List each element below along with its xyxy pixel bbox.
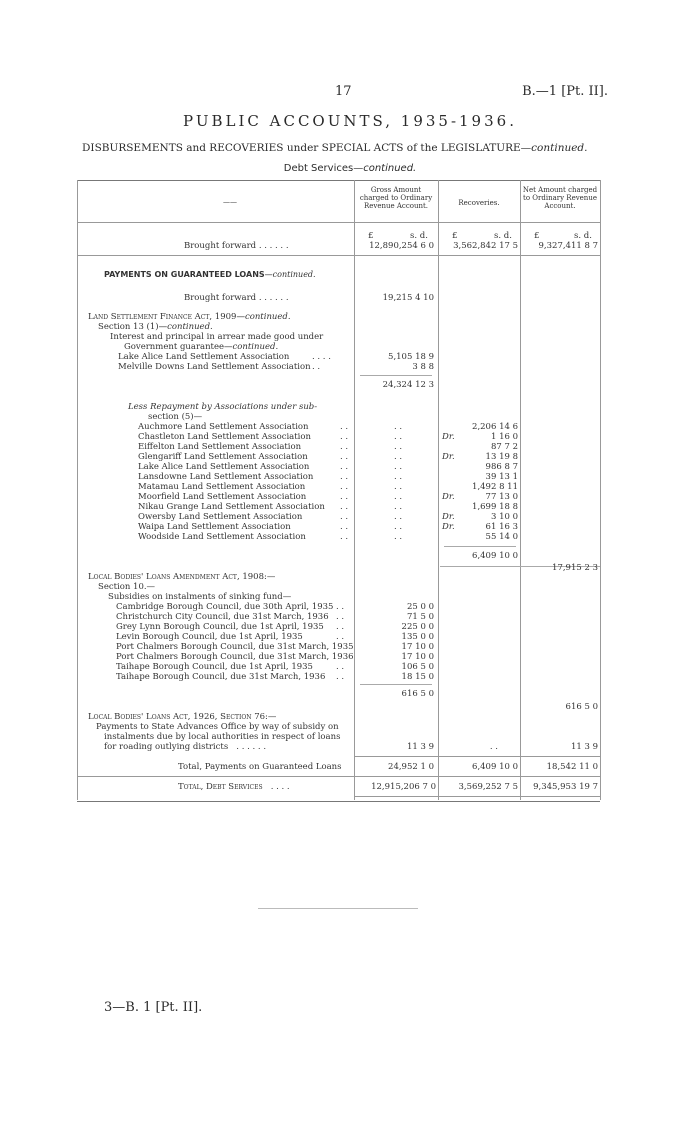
leader-dots: . . xyxy=(340,472,349,482)
total-debt-text: Total, Debt Services xyxy=(178,782,263,792)
repayment-item-name: Woodside Land Settlement Association xyxy=(138,532,306,542)
leader-dots: . . xyxy=(340,452,349,462)
repayment-item-amount: 55 14 0 xyxy=(485,532,518,542)
section-title xyxy=(0,163,700,174)
column-header-gross: Gross Amount charged to Ordinary Revenue Account. xyxy=(359,186,433,210)
local-1926-recoveries: . . xyxy=(489,742,498,752)
leader-dots: . . . . xyxy=(312,352,331,362)
repayment-item-name: Lake Alice Land Settlement Association xyxy=(138,462,310,472)
local-item-name: Port Chalmers Borough Council, due 31st March, 1935 xyxy=(116,642,354,652)
local-1926-line-2: instalments due by local authorities in respect of loans xyxy=(104,732,341,742)
debt-total-rule xyxy=(77,776,600,777)
local-item-name: Taihape Borough Council, due 31st March, 1936 xyxy=(116,672,326,682)
repayment-item-amount: 1,699 18 8 xyxy=(472,502,518,512)
repayment-item-amount: 39 13 1 xyxy=(485,472,518,482)
repayment-item-amount: 1,492 8 11 xyxy=(472,482,518,492)
totals-rule xyxy=(354,756,600,757)
brought-forward-gross: 12,890,254 6 0 xyxy=(369,241,434,251)
page-subtitle xyxy=(82,142,588,154)
guaranteed-loans-heading xyxy=(104,270,316,280)
debit-marker: Dr. xyxy=(442,452,455,462)
repayment-item-amount: 87 7 2 xyxy=(490,442,518,452)
page-title: PUBLIC ACCOUNTS, 1935-1936. xyxy=(183,112,517,130)
unit-pound-net: £ xyxy=(534,231,540,241)
leader-dots: . . xyxy=(336,602,345,612)
end-rule xyxy=(258,908,418,909)
total-guaranteed-net: 18,542 11 0 xyxy=(546,762,598,772)
guaranteed-item-gross: 3 8 8 xyxy=(412,362,434,372)
section-10-label: Section 10.— xyxy=(98,582,156,592)
gross-placeholder-dots: . . xyxy=(394,482,403,492)
table-border-right xyxy=(600,180,601,800)
total-guaranteed-label: Total, Payments on Guaranteed Loans xyxy=(178,762,342,772)
local-item-name: Christchurch City Council, due 31st March, 1936 xyxy=(116,612,329,622)
gross-placeholder-dots: . . xyxy=(394,512,403,522)
repayment-item-name: Matamau Land Settlement Association xyxy=(138,482,306,492)
gross-placeholder-dots: . . xyxy=(394,472,403,482)
page-number: 17 xyxy=(335,84,352,99)
debit-marker: Dr. xyxy=(442,512,455,522)
leader-dots: . . xyxy=(340,532,349,542)
leader-dots: . . . . xyxy=(270,782,290,792)
unit-sd-recoveries: s. d. xyxy=(494,231,512,241)
repayment-item-name: Moorfield Land Settlement Association xyxy=(138,492,307,502)
guaranteed-item-gross: 5,105 18 9 xyxy=(388,352,434,362)
subtotal-rule xyxy=(360,375,432,376)
land-net-amount: 17,915 2 3 xyxy=(552,563,598,573)
interest-line-2 xyxy=(124,342,278,352)
leader-dots: . . xyxy=(312,362,321,372)
repayment-item-amount: 77 13 0 xyxy=(485,492,518,502)
local-1926-line-3 xyxy=(104,742,266,752)
leader-dots: . . xyxy=(340,482,349,492)
leader-dots: . . . . . . xyxy=(236,742,267,752)
column-header-net: Net Amount charged to Ordinary Revenue Account. xyxy=(522,186,598,210)
leader-dots: . . xyxy=(340,442,349,452)
local-1926-line-1: Payments to State Advances Office by way of subsidy on xyxy=(96,722,339,732)
total-guaranteed-recoveries: 6,409 10 0 xyxy=(472,762,518,772)
repayment-item-amount: 61 16 3 xyxy=(485,522,518,532)
land-subtotal-gross: 24,324 12 3 xyxy=(382,380,434,390)
repayment-item-name: Lansdowne Land Settlement Association xyxy=(138,472,314,482)
interest-continued: —continued. xyxy=(224,342,279,352)
repayment-item-amount: 986 8 7 xyxy=(485,462,518,472)
document-reference: B.—1 [Pt. II]. xyxy=(522,84,608,99)
repayment-item-name: Auchmore Land Settlement Association xyxy=(138,422,309,432)
gross-placeholder-dots: . . xyxy=(394,502,403,512)
gross-placeholder-dots: . . xyxy=(394,492,403,502)
repayment-item-name: Nikau Grange Land Settlement Association xyxy=(138,502,325,512)
total-debt-net: 9,345,953 19 7 xyxy=(533,782,598,792)
leader-dots: . . . . . . xyxy=(258,241,289,251)
column-header-recoveries: Recoveries. xyxy=(458,199,500,207)
leader-dots: . . . . . . xyxy=(258,293,289,303)
local-item-gross: 225 0 0 xyxy=(401,622,434,632)
unit-sd-gross: s. d. xyxy=(410,231,428,241)
local-item-gross: 135 0 0 xyxy=(401,632,434,642)
subtitle-continued: —continued. xyxy=(520,142,588,154)
local-1926-line-3-text: for roading outlying districts xyxy=(104,742,229,752)
local-1908-suffix: :— xyxy=(263,572,276,582)
land-act-text: Land Settlement Finance Act, 1909 xyxy=(88,312,237,322)
page-signature: 3—B. 1 [Pt. II]. xyxy=(104,1000,203,1015)
brought-forward-net: 9,327,411 8 7 xyxy=(538,241,598,251)
subsidies-label: Subsidies on instalments of sinking fund— xyxy=(108,592,292,602)
local-bodies-1926-act xyxy=(88,712,276,722)
leader-dots: . . xyxy=(340,492,349,502)
section-title-text: Debt Services xyxy=(283,163,354,174)
leader-dots: . . xyxy=(336,662,345,672)
section-title-continued: —continued. xyxy=(353,163,417,174)
leader-dots: . . xyxy=(336,672,345,682)
total-debt-gross: 12,915,206 7 0 xyxy=(371,782,436,792)
local-1926-net: 11 3 9 xyxy=(570,742,598,752)
brought-forward-rule xyxy=(77,255,600,256)
land-settlement-act xyxy=(88,312,291,322)
column-header-description: —— xyxy=(223,198,237,206)
section-13-continued: —continued. xyxy=(158,322,213,332)
local-item-name: Taihape Borough Council, due 1st April, 1935 xyxy=(116,662,313,672)
interest-line-1: Interest and principal in arrear made good under xyxy=(110,332,324,342)
repayment-total: 6,409 10 0 xyxy=(472,551,518,561)
table-border-left xyxy=(77,180,78,800)
section-13-label xyxy=(98,322,213,332)
repayment-item-name: Chastleton Land Settlement Association xyxy=(138,432,311,442)
brought-forward-label xyxy=(184,241,289,251)
debit-marker: Dr. xyxy=(442,432,455,442)
total-guaranteed-gross: 24,952 1 0 xyxy=(388,762,434,772)
brought-forward-recoveries: 3,562,842 17 5 xyxy=(453,241,518,251)
interest-line-2-text: Government guarantee xyxy=(124,342,225,352)
unit-pound-recoveries: £ xyxy=(452,231,458,241)
total-debt-services-label xyxy=(178,782,290,792)
leader-dots: . . xyxy=(340,422,349,432)
local-item-name: Cambridge Borough Council, due 30th April, 1935 xyxy=(116,602,334,612)
local-bodies-1908-act xyxy=(88,572,275,582)
gross-placeholder-dots: . . xyxy=(394,532,403,542)
guaranteed-heading-continued: —continued. xyxy=(264,270,316,279)
less-repayment-line-2: section (5)— xyxy=(148,412,203,422)
repayment-item-name: Owersby Land Settlement Association xyxy=(138,512,303,522)
column-divider-gross xyxy=(354,180,355,800)
land-act-continued: —continued. xyxy=(236,312,291,322)
local-item-gross: 17 10 0 xyxy=(401,652,434,662)
guaranteed-bf-text: Brought forward xyxy=(184,293,257,303)
guaranteed-heading-text: PAYMENTS ON GUARANTEED LOANS xyxy=(104,270,265,279)
local-item-name: Port Chalmers Borough Council, due 31st March, 1936 xyxy=(116,652,354,662)
debit-marker: Dr. xyxy=(442,492,455,502)
gross-placeholder-dots: . . xyxy=(394,522,403,532)
local-1926-text: Local Bodies' Loans Act, 1926, Section 76 xyxy=(88,712,266,722)
local-1908-net: 616 5 0 xyxy=(565,702,598,712)
repay-total-rule xyxy=(444,546,516,547)
local-item-gross: 17 10 0 xyxy=(401,642,434,652)
repayment-item-amount: 3 10 0 xyxy=(490,512,518,522)
gross-placeholder-dots: . . xyxy=(394,442,403,452)
local-item-gross: 18 15 0 xyxy=(401,672,434,682)
local-1908-text: Local Bodies' Loans Amendment Act, 1908 xyxy=(88,572,264,582)
local-subtotal-rule xyxy=(360,684,432,685)
repayment-item-amount: 13 19 8 xyxy=(485,452,518,462)
repayment-item-name: Eiffelton Land Settlement Association xyxy=(138,442,302,452)
guaranteed-brought-forward-gross: 19,215 4 10 xyxy=(382,293,434,303)
leader-dots: . . xyxy=(340,432,349,442)
section-13-text: Section 13 (1) xyxy=(98,322,159,332)
local-item-gross: 25 0 0 xyxy=(406,602,434,612)
leader-dots: . . xyxy=(336,632,345,642)
guaranteed-brought-forward-label xyxy=(184,293,289,303)
local-item-gross: 106 5 0 xyxy=(401,662,434,672)
leader-dots: . . xyxy=(336,612,345,622)
local-1926-gross: 11 3 9 xyxy=(406,742,434,752)
unit-sd-net: s. d. xyxy=(574,231,592,241)
local-1926-suffix: :— xyxy=(265,712,277,722)
local-item-gross: 71 5 0 xyxy=(406,612,434,622)
header-bottom-rule xyxy=(77,222,600,223)
local-item-name: Grey Lynn Borough Council, due 1st April, 1935 xyxy=(116,622,324,632)
leader-dots: . . xyxy=(340,462,349,472)
less-repayment-line-1: Less Repayment by Associations under sub- xyxy=(128,402,318,412)
gross-placeholder-dots: . . xyxy=(394,432,403,442)
local-item-name: Levin Borough Council, due 1st April, 1935 xyxy=(116,632,303,642)
guaranteed-item-name: Lake Alice Land Settlement Association xyxy=(118,352,290,362)
leader-dots: . . xyxy=(340,502,349,512)
unit-pound-gross: £ xyxy=(368,231,374,241)
local-1908-subtotal: 616 5 0 xyxy=(401,689,434,699)
gross-placeholder-dots: . . xyxy=(394,452,403,462)
leader-dots: . . xyxy=(340,522,349,532)
gross-placeholder-dots: . . xyxy=(394,422,403,432)
guaranteed-item-name: Melville Downs Land Settlement Association xyxy=(118,362,311,372)
gross-placeholder-dots: . . xyxy=(394,462,403,472)
repayment-item-amount: 1 16 0 xyxy=(490,432,518,442)
double-rule-top xyxy=(354,796,600,797)
total-debt-recoveries: 3,569,252 7 5 xyxy=(458,782,518,792)
repayment-item-name: Waipa Land Settlement Association xyxy=(138,522,291,532)
subtitle-main: DISBURSEMENTS and RECOVERIES under SPECIAL ACTS of the LEGISLATURE xyxy=(82,142,521,154)
leader-dots: . . xyxy=(336,622,345,632)
debit-marker: Dr. xyxy=(442,522,455,532)
leader-dots: . . xyxy=(340,512,349,522)
repayment-item-name: Glengariff Land Settlement Association xyxy=(138,452,308,462)
repayment-item-amount: 2,206 14 6 xyxy=(472,422,518,432)
brought-forward-text: Brought forward xyxy=(184,241,257,251)
